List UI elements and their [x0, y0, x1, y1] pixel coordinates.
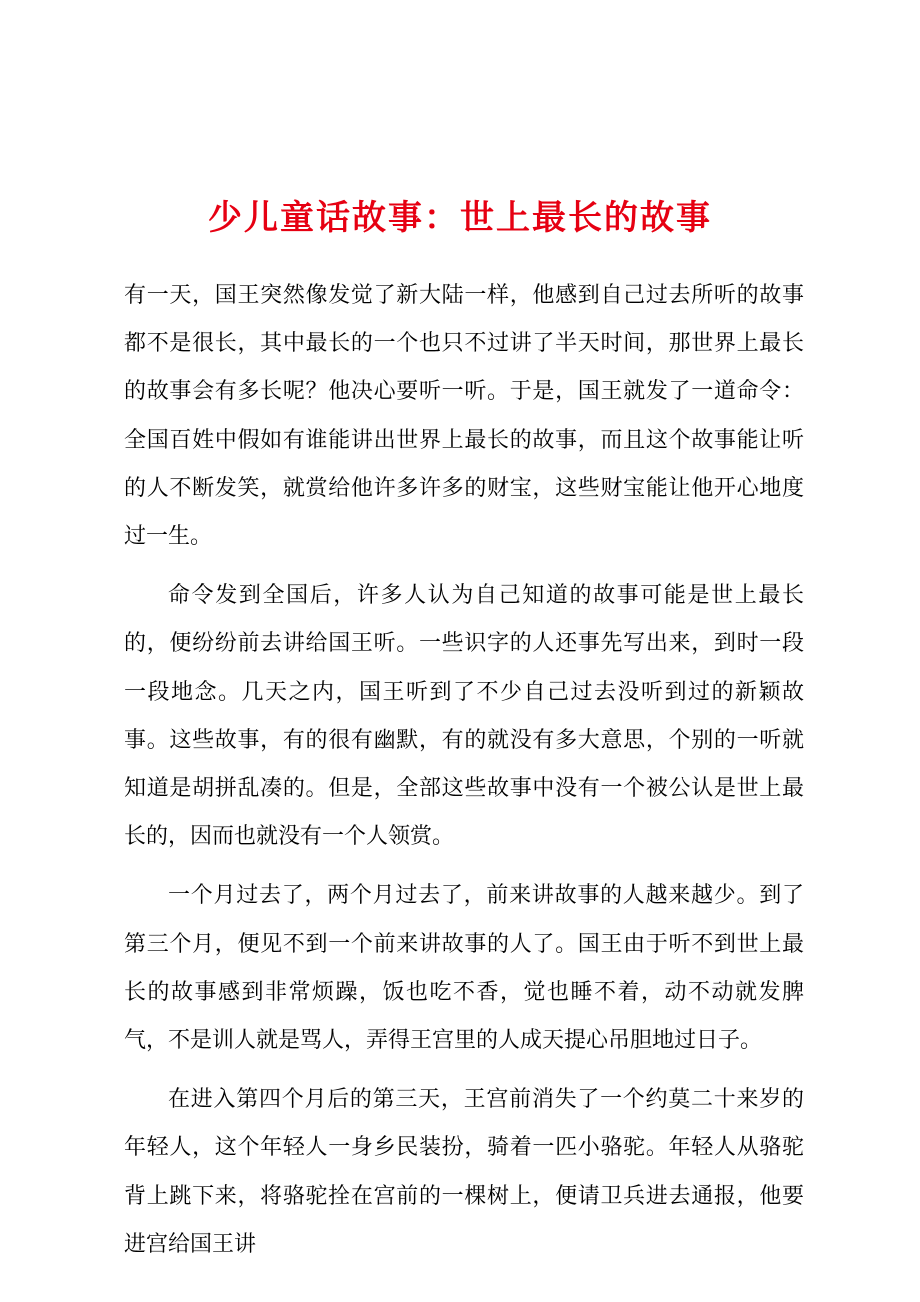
document-title: 少儿童话故事：世上最长的故事 — [208, 198, 712, 238]
paragraph-3: 一个月过去了，两个月过去了，前来讲故事的人越来越少。到了第三个月，便见不到一个前来讲故事的人了。国王由于听不到世上最长的故事感到非常烦躁，饭也吃不香，觉也睡不着，动不动就发脾气，不是训人就是骂人，弄得王宫里的人成天提心吊胆地过日子。 — [124, 883, 804, 1054]
paragraph-2: 命令发到全国后，许多人认为自己知道的故事可能是世上最长的，便纷纷前去讲给国王听。一些识字的人还事先写出来，到时一段一段地念。几天之内，国王听到了不少自己过去没听到过的新颖故事。这些故事，有的很有幽默，有的就没有多大意思，个别的一听就知道是胡拼乱凑的。但是，全部这些故事中没有一个被公认是世上最长的，因而也就没有一个人领赏。 — [124, 583, 804, 850]
paragraph-1: 有一天，国王突然像发觉了新大陆一样，他感到自己过去所听的故事都不是很长，其中最长的一个也只不过讲了半天时间，那世界上最长的故事会有多长呢？他决心要听一听。于是，国王就发了一道命令：全国百姓中假如有谁能讲出世界上最长的故事，而且这个故事能让听的人不断发笑，就赏给他许多许多的财宝，这些财宝能让他开心地度过一生。 — [124, 283, 804, 550]
document-body — [124, 272, 804, 1280]
paragraph-4: 在进入第四个月后的第三天，王宫前消失了一个约莫二十来岁的年轻人，这个年轻人一身乡民装扮，骑着一匹小骆驼。年轻人从骆驼背上跳下来，将骆驼拴在宫前的一棵树上，便请卫兵进去通报，他要进宫给国王讲 — [124, 1087, 804, 1257]
